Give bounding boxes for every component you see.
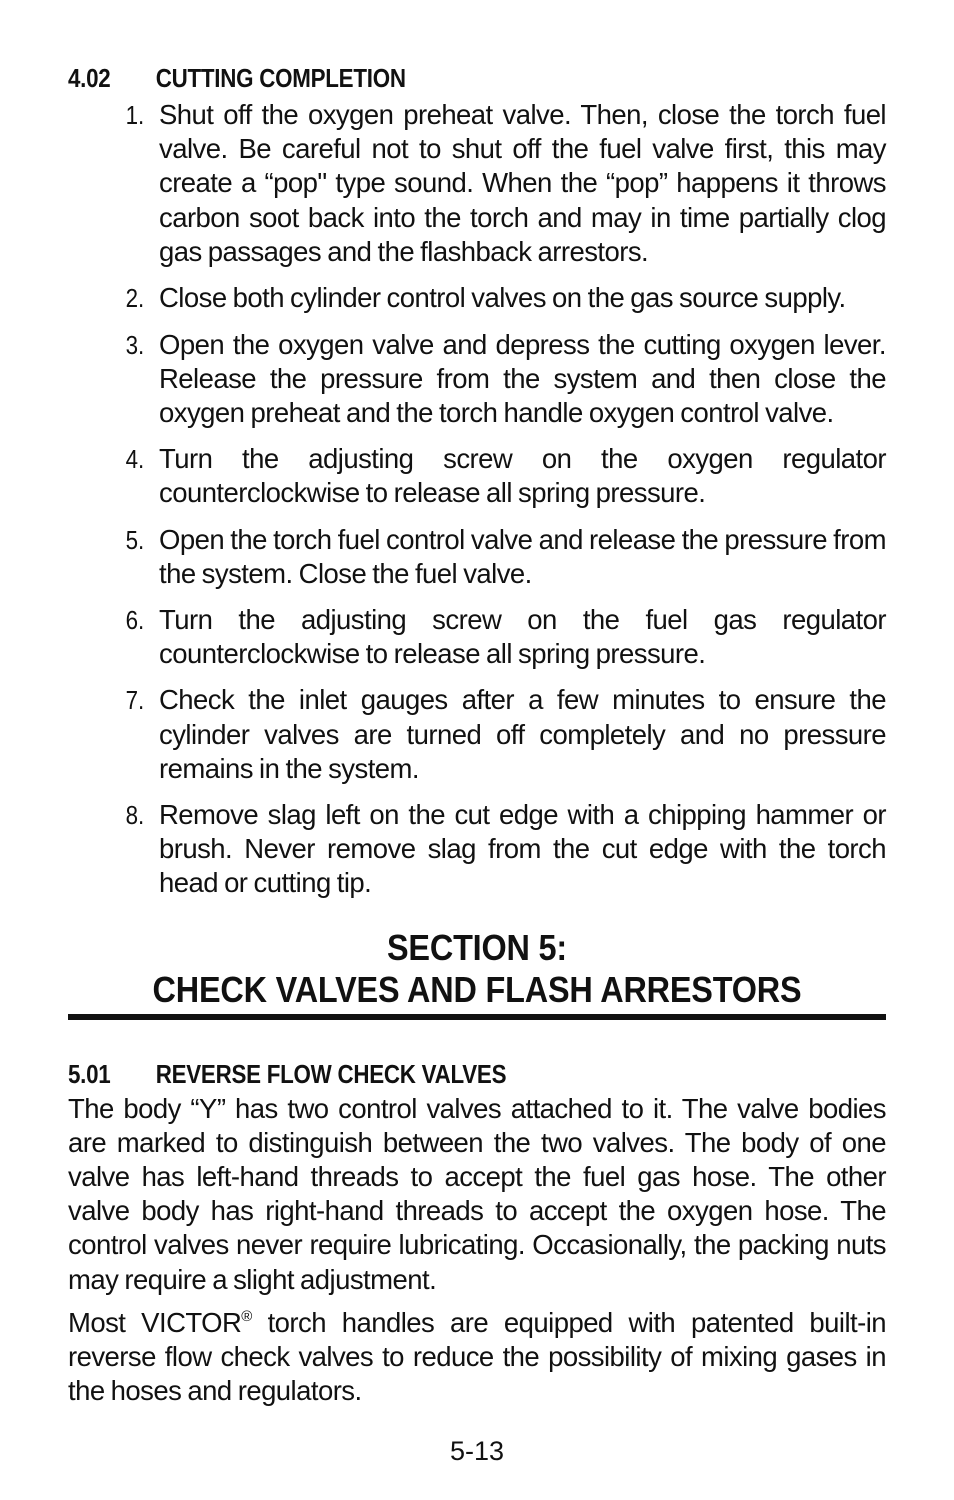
list-item-text: Check the inlet gauges after a few minutes to ensure the cylinder valves are turned off completely and no pressure remains in the system. (159, 684, 886, 784)
list-item-number-label: 6. (125, 604, 145, 635)
subsection-title: REVERSE FLOW CHECK VALVES (155, 1058, 507, 1089)
subsection-heading-5-01 (68, 1058, 885, 1090)
list-item-text: Shut off the oxygen preheat valve. Then, close the torch fuel valve. Be careful not to shut off the fuel valve first, this may create a “pop" type sound. When the “pop” happens it throws carbon soot back into the torch and may in time partially clog gas passages and the flashback arrestors. (159, 99, 886, 267)
list-item-text: Remove slag left on the cut edge with a chipping hammer or brush. Never remove slag from the cut edge with the torch head or cutting tip. (159, 798, 886, 899)
list-item-number (68, 683, 146, 786)
page-number: 5-13 (449, 1436, 505, 1466)
list-item-text: Open the torch fuel control valve and release the pressure from the system. Close the fuel valve. (159, 523, 886, 589)
subsection-heading-4-02 (68, 62, 885, 94)
list-item-number (68, 523, 146, 591)
list-item-number-label: 4. (125, 444, 145, 475)
list-item-number-label: 7. (125, 685, 145, 716)
list-item-number-label: 1. (125, 100, 145, 130)
subsection-number: 5.01 (68, 1058, 111, 1089)
subsection-number: 4.02 (68, 63, 111, 93)
list-item-number-label: 3. (125, 329, 145, 360)
paragraph-text-start: Most VICTOR (68, 1306, 242, 1338)
list-item-number-label: 2. (125, 283, 145, 314)
list-item (68, 328, 886, 431)
list-item-number (68, 442, 146, 510)
list-item-number (68, 328, 146, 431)
list-item-text: Open the oxygen valve and depress the cutting oxygen lever. Release the pressure from the system and then close the oxygen preheat and the torch handle oxygen control valve. (159, 328, 886, 428)
list-item-number-label: 5. (125, 524, 145, 555)
list-item (68, 523, 886, 591)
list-item-text: Close both cylinder control valves on the gas source supply. (159, 282, 846, 314)
list-item-number (68, 98, 146, 269)
list-item (68, 603, 886, 671)
section-title-line-2: CHECK VALVES AND FLASH ARRESTORS (152, 968, 802, 1010)
section-title (68, 927, 886, 1011)
registered-mark: ® (241, 1307, 252, 1325)
section-title-line-1: SECTION 5: (386, 926, 568, 968)
list-item-number (68, 603, 146, 671)
list-item-text: Turn the adjusting screw on the fuel gas regulator counterclockwise to release all spring pressure. (159, 603, 886, 670)
section-divider (68, 1014, 886, 1020)
body-paragraph-2 (68, 1306, 886, 1409)
list-item (68, 798, 886, 901)
paragraph-text-end: torch handles are equipped with patented built-in reverse flow check valves to reduce the possibility of mixing gases in the hoses and regulators. (68, 1306, 887, 1407)
cutting-completion-steps (68, 98, 886, 901)
list-item (68, 442, 886, 510)
list-item-number (68, 281, 146, 316)
subsection-title: CUTTING COMPLETION (155, 63, 406, 93)
list-item-text: Turn the adjusting screw on the oxygen regulator counterclockwise to release all spring pressure. (159, 443, 886, 509)
list-item (68, 281, 886, 316)
document-page (68, 62, 886, 1417)
body-paragraph-1: The body “Y” has two control valves attached to it. The valve bodies are marked to distinguish between the two valves. The body of one valve has left-hand threads to accept the fuel gas hose. The other valve body has right-hand threads to accept the oxygen hose. The control valves never require lubricating. Occasionally, the packing nuts may require a slight adjustment. (68, 1092, 886, 1295)
list-item-number-label: 8. (125, 799, 145, 830)
list-item (68, 98, 886, 269)
list-item-number (68, 798, 146, 901)
list-item (68, 683, 886, 786)
